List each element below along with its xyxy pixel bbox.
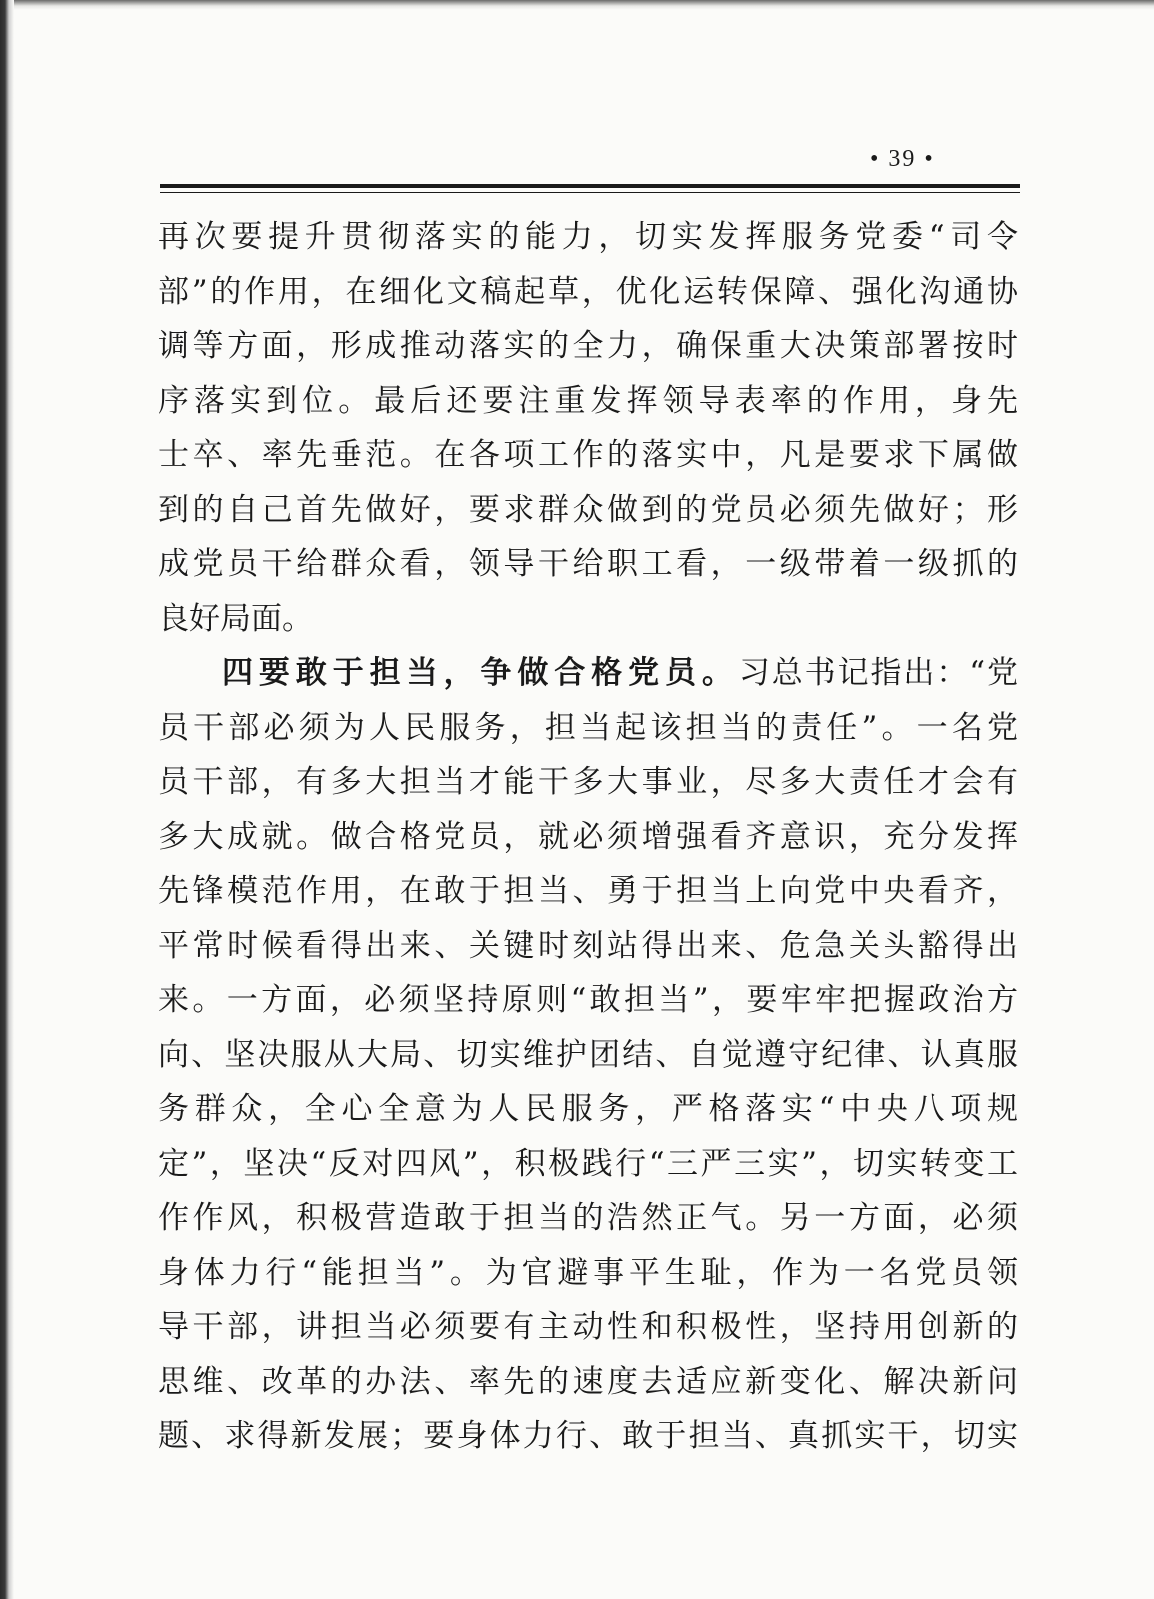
paragraph-lead-text: 习总书记指出：“党 xyxy=(738,655,1018,691)
text-line: 调等方面，形成推动落实的全力，确保重大决策部署按时 xyxy=(158,328,1018,364)
text-line: 先锋模范作用，在敢于担当、勇于担当上向党中央看齐， xyxy=(158,873,1018,909)
text-line: 身体力行“能担当”。为官避事平生耻，作为一名党员领 xyxy=(158,1254,1018,1291)
text-line: 良好局面。 xyxy=(158,600,313,637)
text-line: 向、坚决服从大局、切实维护团结、自觉遵守纪律、认真服 xyxy=(158,1036,1018,1073)
text-line: 士卒、率先垂范。在各项工作的落实中，凡是要求下属做 xyxy=(158,437,1018,473)
text-line: 务群众，全心全意为人民服务，严格落实“中央八项规 xyxy=(158,1091,1018,1127)
text-line: 导干部，讲担当必须要有主动性和积极性，坚持用创新的 xyxy=(158,1309,1018,1345)
text-line: 定”，坚决“反对四风”，积极践行“三严三实”，切实转变工 xyxy=(158,1145,1018,1182)
text-line: 再次要提升贯彻落实的能力，切实发挥服务党委“司令 xyxy=(158,219,1018,255)
paragraph-first-line xyxy=(158,646,1018,701)
text-line: 到的自己首先做好，要求群众做到的党员必须先做好；形 xyxy=(158,491,1018,528)
text-line: 作作风，积极营造敢于担当的浩然正气。另一方面，必须 xyxy=(158,1200,1018,1236)
body-text xyxy=(158,210,1018,1464)
scan-edge-left xyxy=(0,0,14,1599)
text-line: 员干部，有多大担当才能干多大事业，尽多大责任才会有 xyxy=(158,764,1018,800)
header-rule-thin xyxy=(160,192,1020,193)
text-line: 员干部必须为人民服务，担当起该担当的责任”。一名党 xyxy=(158,709,1018,746)
text-line: 来。一方面，必须坚持原则“敢担当”，要牢牢把握政治方 xyxy=(158,982,1018,1018)
text-line: 题、求得新发展；要身体力行、敢于担当、真抓实干，切实 xyxy=(158,1418,1018,1454)
scan-edge-top xyxy=(0,0,1154,10)
text-line: 序落实到位。最后还要注重发挥领导表率的作用，身先 xyxy=(158,382,1018,419)
header-rule xyxy=(160,184,1020,188)
text-line: 部”的作用，在细化文稿起草，优化运转保障、强化沟通协 xyxy=(158,273,1018,310)
text-line: 平常时候看得出来、关键时刻站得出来、危急关头豁得出 xyxy=(158,927,1018,964)
text-line: 成党员干给群众看，领导干给职工看，一级带着一级抓的 xyxy=(158,546,1018,582)
paragraph-heading: 四要敢于担当，争做合格党员。 xyxy=(222,655,739,691)
page-number: • 39 • xyxy=(870,146,935,172)
text-line: 思维、改革的办法、率先的速度去适应新变化、解决新问 xyxy=(158,1363,1018,1400)
text-line: 多大成就。做合格党员，就必须增强看齐意识，充分发挥 xyxy=(158,818,1018,855)
